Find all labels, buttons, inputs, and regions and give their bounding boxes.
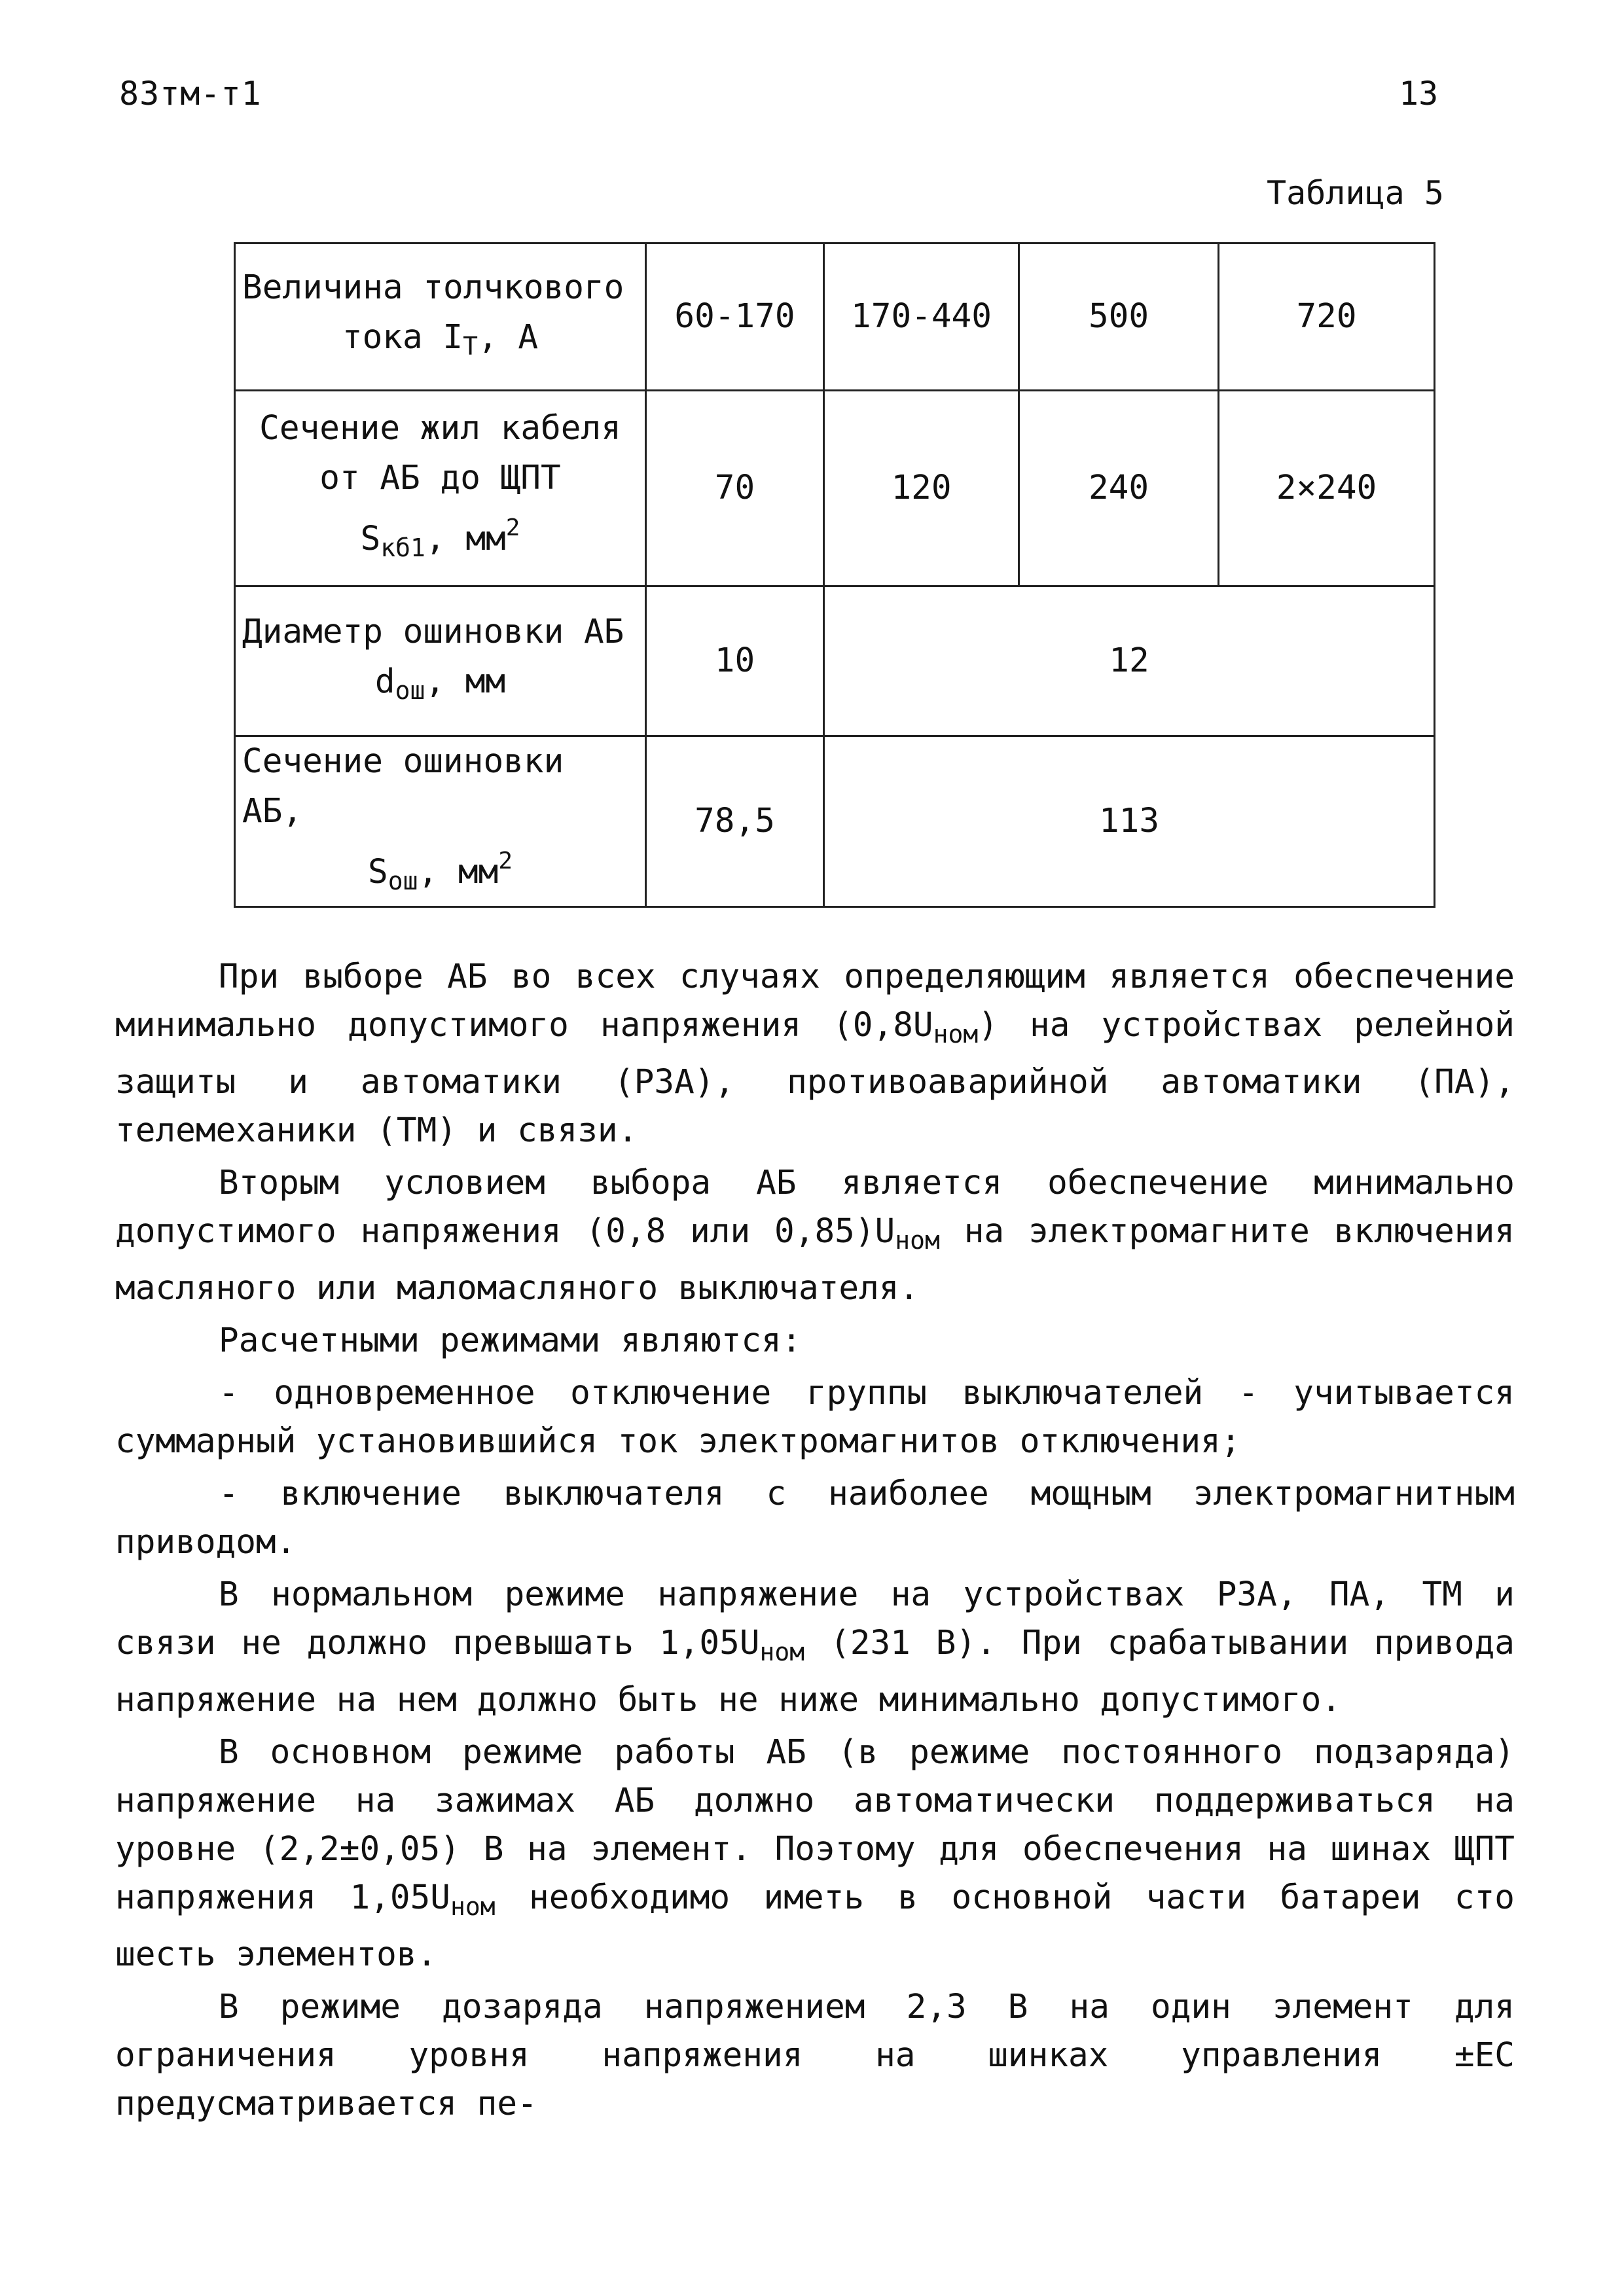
paragraph: Расчетными режимами являются: [219, 1321, 802, 1360]
table-cell: 113 [824, 736, 1435, 907]
table-row [235, 736, 1435, 907]
paragraph: В нормальном режиме напряжение на устройствах РЗА, ПА, ТМ и связи не должно превышать $1,05U_{ном}$ (231 В). При срабатывании привода напряжение на нем должно быть не ниже минимально допустимого. [115, 1575, 1515, 1719]
table-cell: 78,5 [646, 736, 824, 907]
paragraph: - включение выключателя с наиболее мощным электромагнитным приводом. [115, 1475, 1515, 1562]
page-number: 13 [1399, 75, 1439, 113]
table-row [235, 586, 1435, 736]
paragraph: При выборе АБ во всех случаях определяющим является обеспечение минимально допустимого напряжения $(0,8U_{ном})$ на устройствах релейной защиты и автоматики (РЗА), противоаварийной автоматики (ПА), телемеханики (ТМ) и связи. [115, 958, 1515, 1150]
table-cell: 720 [1219, 243, 1435, 391]
row-label: Диаметр ошиновки АБ $d_{ош}$, мм [235, 586, 646, 736]
table-5 [234, 242, 1435, 908]
paragraph: В основном режиме работы АБ (в режиме постоянного подзаряда) напряжение на зажимах АБ должно автоматически поддерживаться на уровне (2,2±0,05) В на элемент. Поэтому для обеспечения на шинах ЩПТ напряжения $1,05U_{ном}$ необходимо иметь в основной части батареи сто шесть элементов. [115, 1733, 1515, 1974]
table-row [235, 243, 1435, 391]
table-cell: 240 [1019, 391, 1219, 586]
table-cell: 10 [646, 586, 824, 736]
table-title: Таблица 5 [1267, 174, 1444, 212]
row-label: Сечение ошиновки АБ, $S_{ош}$, $мм^2$ [235, 736, 646, 907]
body-text [115, 953, 1515, 2128]
paragraph: В режиме дозаряда напряжением 2,3 В на один элемент для ограничения уровня напряжения на шинках управления ±ЕС предусматривается пе- [115, 1988, 1515, 2123]
table-cell: 60-170 [646, 243, 824, 391]
paragraph: Вторым условием выбора АБ является обеспечение минимально допустимого напряжения (0,8 или $0,85)U_{ном}$ на электромагните включения масляного или маломасляного выключателя. [115, 1164, 1515, 1308]
table-cell: 70 [646, 391, 824, 586]
table-cell: 170-440 [824, 243, 1019, 391]
row-label: Сечение жил кабеля от АБ до ЩПТ $S_{кб1}$, $мм^2$ [235, 391, 646, 586]
table-cell: 120 [824, 391, 1019, 586]
document-code: 83тм-т1 [119, 75, 262, 113]
paragraph: - одновременное отключение группы выключателей - учитывается суммарный установившийся ток электромагнитов отключения; [115, 1374, 1515, 1461]
table-row [235, 391, 1435, 586]
table-cell: 500 [1019, 243, 1219, 391]
table-cell: 2×240 [1219, 391, 1435, 586]
table-cell: 12 [824, 586, 1435, 736]
row-label: Величина толчкового тока $I_Т$, А [235, 243, 646, 391]
